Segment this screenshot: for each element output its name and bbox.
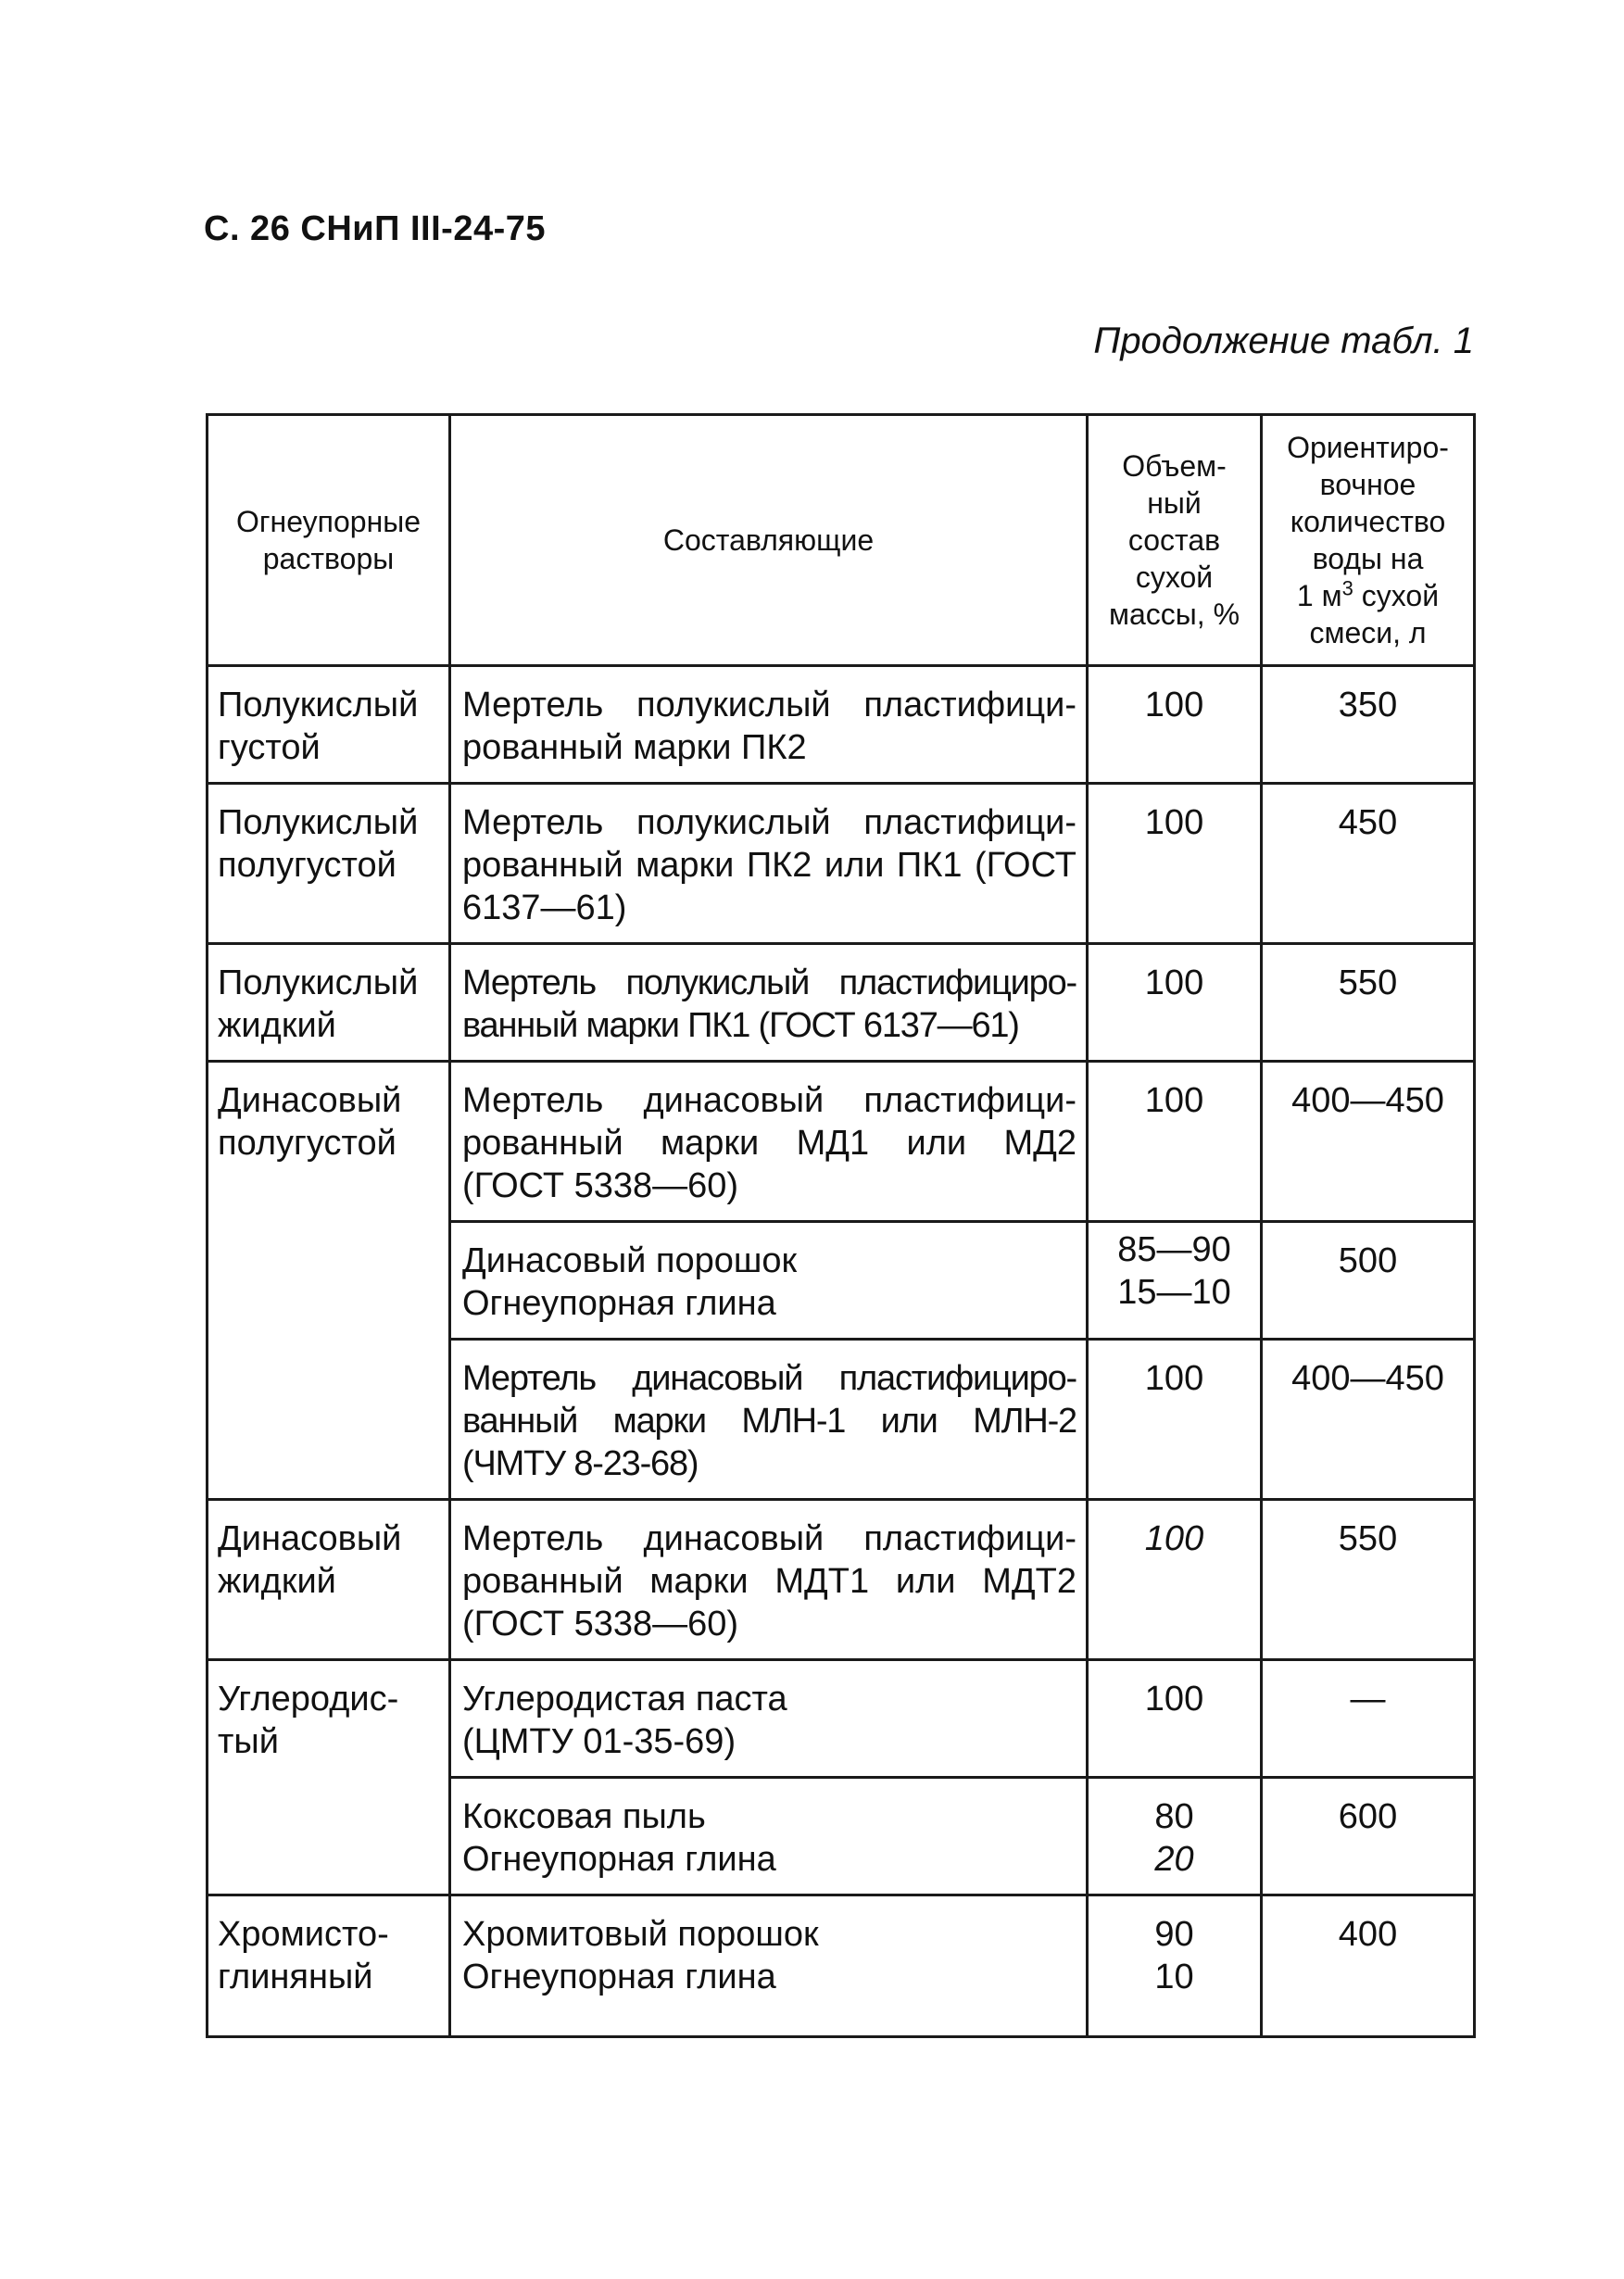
water-cell: 600: [1262, 1778, 1475, 1895]
water-cell: 450: [1262, 784, 1475, 944]
mortar-cell: Полукислый густой: [208, 666, 450, 784]
table-row: [208, 1062, 1475, 1222]
volume-cell: 100: [1088, 1500, 1262, 1660]
volume-cell: 100: [1088, 666, 1262, 784]
mortar-cell: Динасовый полугустой: [208, 1062, 450, 1500]
table-row: [208, 666, 1475, 784]
page-header: С. 26 СНиП III-24-75: [204, 209, 547, 248]
header-mortar: Огнеупорные растворы: [208, 415, 450, 666]
table-row: [208, 1500, 1475, 1660]
mortar-cell: Динасовый жидкий: [208, 1500, 450, 1660]
components-cell: Мертель динасовый пластифици-рованный марки МД1 или МД2 (ГОСТ 5338—60): [450, 1062, 1088, 1222]
volume-cell: 100: [1088, 944, 1262, 1062]
table-row: [208, 1895, 1475, 2037]
table-row: [208, 1660, 1475, 1778]
components-cell: Мертель полукислый пластифициро-ванный марки ПК1 (ГОСТ 6137—61): [450, 944, 1088, 1062]
mortar-cell: Хромисто- глиняный: [208, 1895, 450, 2037]
components-cell: Углеродистая паста (ЦМТУ 01-35-69): [450, 1660, 1088, 1778]
table-row: [208, 784, 1475, 944]
volume-cell: 85—90 15—10: [1088, 1222, 1262, 1340]
water-cell: 550: [1262, 944, 1475, 1062]
table-caption: Продолжение табл. 1: [1093, 321, 1474, 361]
components-cell: Хромитовый порошок Огнеупорная глина: [450, 1895, 1088, 2037]
components-cell: Коксовая пыль Огнеупорная глина: [450, 1778, 1088, 1895]
header-water: Ориентиро- вочное количество воды на 1 $м^3$ сухой смеси, л: [1262, 415, 1475, 666]
components-cell: Мертель полукислый пластифици-рованный марки ПК2 или ПК1 (ГОСТ 6137—61): [450, 784, 1088, 944]
volume-cell: 80 20: [1088, 1778, 1262, 1895]
components-cell: Динасовый порошок Огнеупорная глина: [450, 1222, 1088, 1340]
volume-cell: 100: [1088, 1660, 1262, 1778]
water-cell: 550: [1262, 1500, 1475, 1660]
components-cell: Мертель динасовый пластифициро-ванный марки МЛН-1 или МЛН-2 (ЧМТУ 8-23-68): [450, 1340, 1088, 1500]
volume-cell: 100: [1088, 1062, 1262, 1222]
components-cell: Мертель динасовый пластифици-рованный марки МДТ1 или МДТ2 (ГОСТ 5338—60): [450, 1500, 1088, 1660]
header-volume: Объем- ный состав сухой массы, %: [1088, 415, 1262, 666]
volume-cell: 90 10: [1088, 1895, 1262, 2037]
mortar-table: [206, 413, 1476, 2038]
volume-cell: 100: [1088, 784, 1262, 944]
water-cell: —: [1262, 1660, 1475, 1778]
table-row: [208, 944, 1475, 1062]
water-cell: 400: [1262, 1895, 1475, 2037]
header-components: Составляющие: [450, 415, 1088, 666]
components-cell: Мертель полукислый пластифици-рованный марки ПК2: [450, 666, 1088, 784]
water-cell: 500: [1262, 1222, 1475, 1340]
water-cell: 400—450: [1262, 1062, 1475, 1222]
table-header-row: [208, 415, 1475, 666]
mortar-cell: Полукислый жидкий: [208, 944, 450, 1062]
mortar-cell: Полукислый полугустой: [208, 784, 450, 944]
volume-cell: 100: [1088, 1340, 1262, 1500]
water-cell: 400—450: [1262, 1340, 1475, 1500]
water-cell: 350: [1262, 666, 1475, 784]
mortar-cell: Углеродис- тый: [208, 1660, 450, 1895]
